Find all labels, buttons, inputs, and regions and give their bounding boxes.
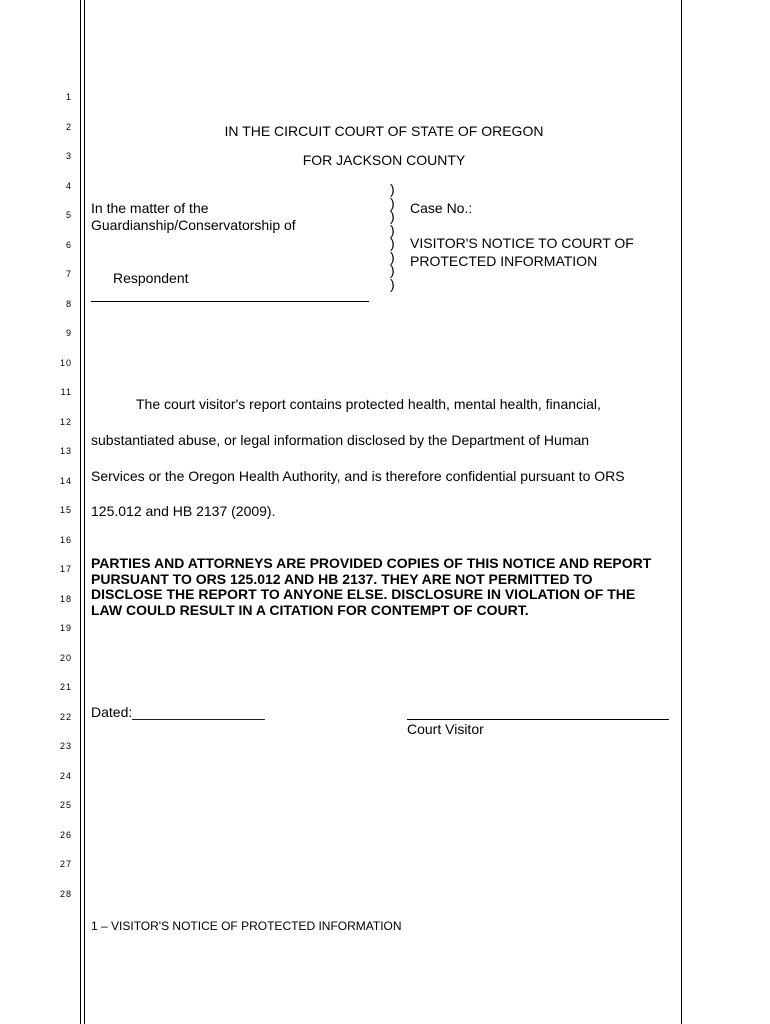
body-paragraph-line-2: substantiated abuse, or legal information disclosed by the Department of Human	[91, 432, 590, 448]
line-number: 9	[65, 328, 72, 338]
line-number: 13	[59, 446, 72, 456]
line-number: 18	[59, 593, 72, 604]
line-number: 6	[65, 239, 72, 250]
left-margin-rule	[80, 0, 81, 1024]
respondent-underline	[91, 301, 369, 302]
line-number: 25	[59, 800, 72, 810]
matter-line-2: Guardianship/Conservatorship of	[91, 217, 296, 233]
court-visitor-label: Court Visitor	[407, 721, 484, 737]
court-heading: IN THE CIRCUIT COURT OF STATE OF OREGON	[224, 123, 544, 139]
line-number: 20	[59, 652, 72, 663]
line-number: 27	[59, 859, 72, 869]
line-number: 10	[59, 357, 72, 368]
county-heading: FOR JACKSON COUNTY	[302, 152, 466, 168]
line-number: 3	[65, 151, 72, 161]
case-number-label: Case No.:	[410, 200, 473, 216]
signature-line	[407, 719, 669, 720]
line-number: 11	[60, 387, 72, 397]
line-number: 5	[65, 210, 72, 220]
line-number: 16	[59, 534, 72, 545]
line-number: 8	[65, 298, 72, 309]
line-number: 15	[59, 505, 72, 515]
caption-parentheses: ) ) ) ) ) ) ) )	[390, 181, 395, 292]
document-title-line-1: VISITOR'S NOTICE TO COURT OF	[410, 235, 634, 251]
line-number: 19	[59, 623, 72, 633]
line-number: 24	[59, 770, 72, 781]
line-number: 1	[65, 92, 72, 102]
line-number: 7	[65, 269, 72, 279]
respondent-label: Respondent	[113, 270, 189, 286]
line-number: 21	[59, 682, 72, 692]
line-number: 17	[59, 564, 72, 574]
body-paragraph-line-3: Services or the Oregon Health Authority, and is therefore confidential pursuant to ORS	[91, 468, 625, 484]
line-number: 22	[59, 711, 72, 722]
body-paragraph-line-1: The court visitor's report contains protected health, mental health, financial,	[136, 396, 601, 412]
right-margin-rule	[681, 0, 682, 1024]
dated-line: Dated:_________________	[91, 704, 265, 720]
line-number: 2	[65, 121, 72, 132]
body-paragraph-line-4: 125.012 and HB 2137 (2009).	[91, 503, 276, 519]
line-number: 26	[59, 829, 72, 840]
document-title-line-2: PROTECTED INFORMATION	[410, 253, 598, 269]
line-number: 12	[59, 416, 72, 427]
line-number: 14	[59, 475, 72, 486]
matter-line-1: In the matter of the	[91, 200, 209, 216]
line-number: 28	[59, 888, 72, 899]
left-margin-rule-inner	[84, 0, 85, 1024]
line-number: 4	[65, 180, 72, 191]
page-footer: 1 – VISITOR'S NOTICE OF PROTECTED INFORMATION	[91, 919, 402, 933]
warning-paragraph: PARTIES AND ATTORNEYS ARE PROVIDED COPIES OF THIS NOTICE AND REPORT PURSUANT TO ORS 125.012 AND HB 2137. THEY ARE NOT PERMITTED TO DISCLOSE THE REPORT TO ANYONE ELSE. DISCLOSURE IN VIOLATION OF THE LAW COULD RESULT IN A CITATION FOR CONTEMPT OF COURT.	[91, 555, 652, 618]
line-number: 23	[59, 741, 72, 751]
